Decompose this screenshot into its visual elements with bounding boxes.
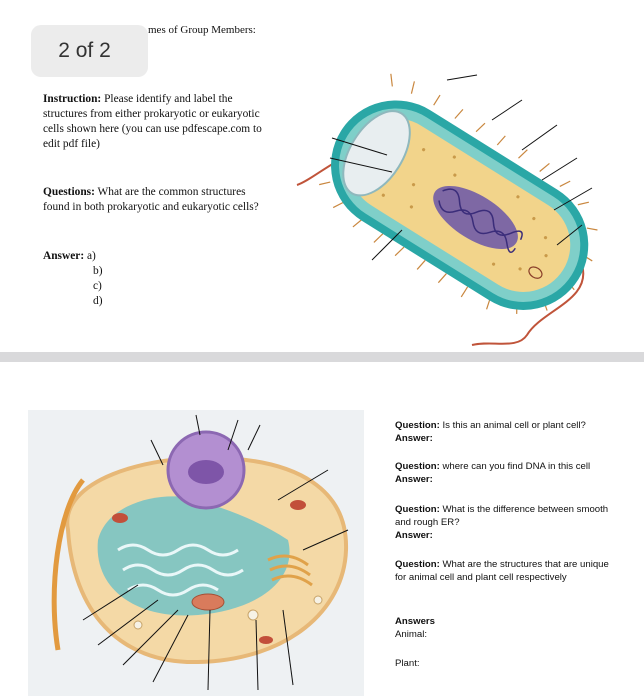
answer-label[interactable]: Answer: — [395, 474, 433, 485]
plant-answer-field[interactable]: Plant: — [395, 658, 420, 669]
question-animal-or-plant — [395, 419, 620, 445]
question-text: What is the difference between smooth and rough ER? — [395, 504, 609, 528]
prokaryotic-cell-diagram — [292, 60, 622, 350]
instruction-label: Instruction: — [43, 93, 102, 105]
answers-label: Answers — [395, 616, 435, 627]
question-text: What are the structures that are unique for animal cell and plant cell respectively — [395, 559, 609, 583]
common-structures-question — [43, 185, 269, 215]
answer-label: Answer: — [43, 250, 85, 262]
page-indicator: 2 of 2 — [31, 25, 148, 77]
mitochondrion — [259, 636, 273, 644]
question-label: Question: — [395, 461, 440, 472]
worksheet-page-2 — [0, 362, 644, 700]
answer-item-a[interactable]: a) — [86, 250, 96, 262]
answer-item-d[interactable]: d) — [93, 295, 103, 307]
question-label: Question: — [395, 504, 440, 515]
eukaryotic-cell-diagram — [28, 410, 364, 696]
nucleolus — [188, 460, 224, 484]
question-label: Question: — [395, 559, 440, 570]
instruction-text: Please identify and label the structures from either prokaryotic or eukaryotic cells shown here (you can use pdfescape.com to edit pdf file) — [43, 93, 262, 150]
answers-block — [395, 615, 620, 670]
question-text: Is this an animal cell or plant cell? — [439, 420, 586, 431]
answer-item-c[interactable]: c) — [93, 280, 102, 292]
questions-text: What are the common structures found in both prokaryotic and eukaryotic cells? — [43, 186, 259, 213]
question-unique-structures — [395, 558, 620, 584]
questions-label: Questions: — [43, 186, 95, 198]
answer-item-b[interactable]: b) — [93, 265, 103, 277]
question-dna-location — [395, 460, 620, 486]
answer-label[interactable]: Answer: — [395, 530, 433, 541]
question-text: where can you find DNA in this cell — [439, 461, 591, 472]
mitochondrion — [192, 594, 224, 610]
answer-block — [43, 249, 269, 309]
answer-label[interactable]: Answer: — [395, 433, 433, 444]
mitochondrion — [112, 513, 128, 523]
group-members-label: mes of Group Members: — [148, 24, 256, 36]
animal-answer-field[interactable]: Animal: — [395, 629, 427, 640]
mitochondrion — [290, 500, 306, 510]
question-label: Question: — [395, 420, 440, 431]
instruction-paragraph — [43, 92, 269, 152]
question-smooth-rough-er — [395, 503, 620, 542]
